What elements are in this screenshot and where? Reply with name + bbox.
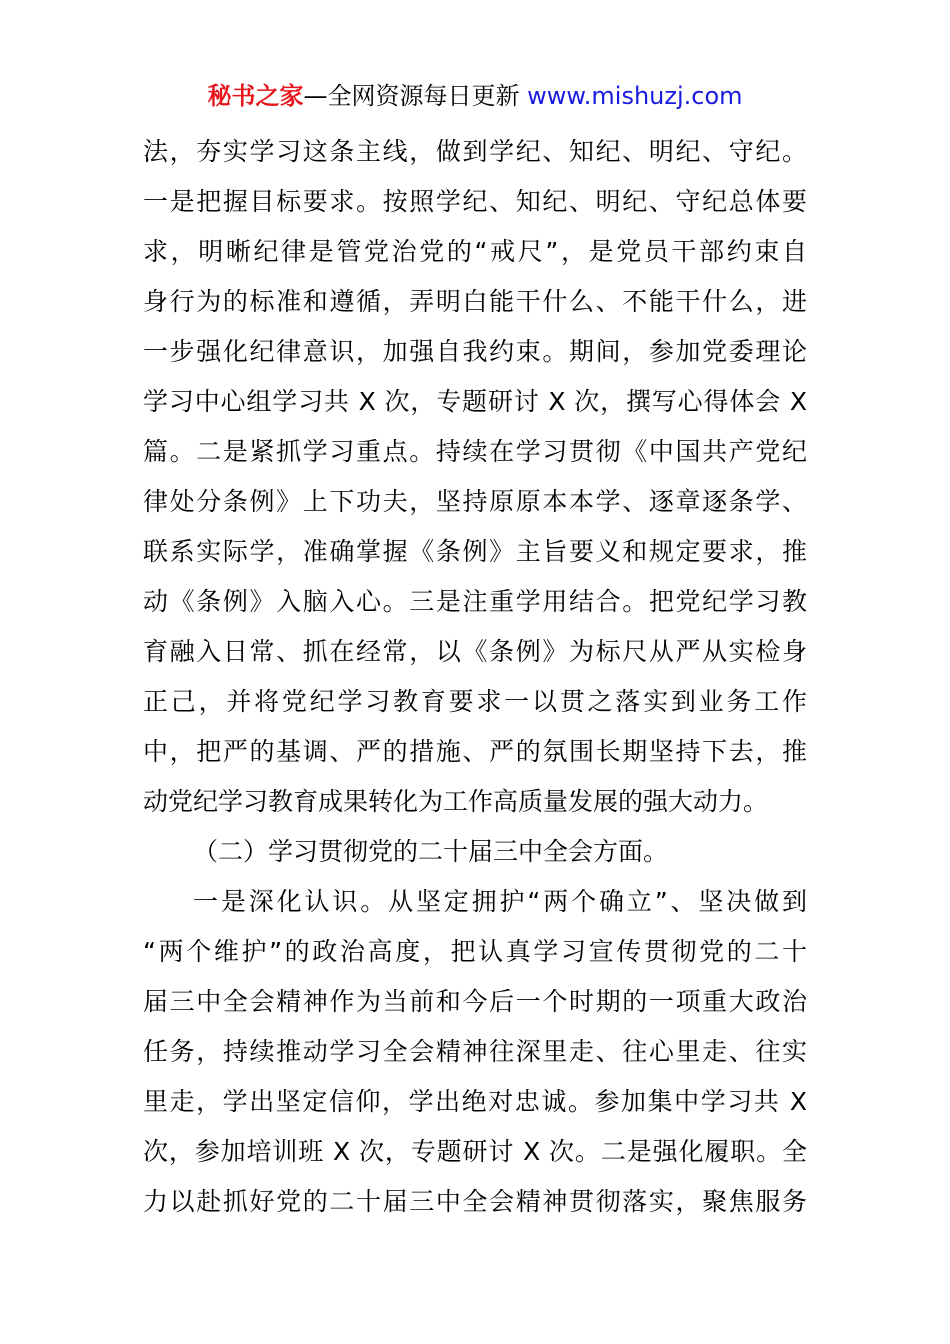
text-line: “两个维护”的政治高度，把认真学习宣传贯彻党的二十 (143, 937, 807, 966)
text-line: 中，把严的基调、严的措施、严的氛围长期坚持下去，推 (143, 737, 807, 766)
text-line: 届三中全会精神作为当前和今后一个时期的一项重大政治 (143, 987, 807, 1016)
text-line: 求，明晰纪律是管党治党的“戒尺”，是党员干部约束自 (143, 237, 807, 266)
text-line: 里走，学出坚定信仰，学出绝对忠诚。参加集中学习共 X (143, 1087, 807, 1116)
text-line: 一是深化认识。从坚定拥护“两个确立”、坚决做到 (193, 887, 807, 916)
text-line: 学习中心组学习共 X 次，专题研讨 X 次，撰写心得体会 X (143, 387, 807, 416)
text-line: 任务，持续推动学习全会精神往深里走、往心里走、往实 (143, 1037, 807, 1066)
text-line: 联系实际学，准确掌握《条例》主旨要义和规定要求，推 (143, 537, 807, 566)
text-line: 次，参加培训班 X 次，专题研讨 X 次。二是强化履职。全 (143, 1137, 807, 1166)
text-line: 法，夯实学习这条主线，做到学纪、知纪、明纪、守纪。 (143, 137, 807, 166)
text-line: 动党纪学习教育成果转化为工作高质量发展的强大动力。 (143, 787, 769, 816)
text-line: 身行为的标准和遵循，弄明白能干什么、不能干什么，进 (143, 287, 807, 316)
site-url-link[interactable]: www.mishuzj.com (527, 82, 743, 110)
section-heading: （二）学习贯彻党的二十届三中全会方面。 (193, 837, 669, 866)
text-line: 一步强化纪律意识，加强自我约束。期间，参加党委理论 (143, 337, 807, 366)
site-brand: 秘书之家 (207, 82, 304, 110)
site-tagline: —全网资源每日更新 (303, 82, 528, 110)
text-line: 育融入日常、抓在经常，以《条例》为标尺从严从实检身 (143, 637, 807, 666)
text-line: 一是把握目标要求。按照学纪、知纪、明纪、守纪总体要 (143, 187, 807, 216)
text-line: 动《条例》入脑入心。三是注重学用结合。把党纪学习教 (143, 587, 807, 616)
text-line: 篇。二是紧抓学习重点。持续在学习贯彻《中国共产党纪 (143, 437, 807, 466)
text-line: 正己，并将党纪学习教育要求一以贯之落实到业务工作 (143, 687, 807, 716)
document-body (143, 127, 807, 1227)
text-line: 律处分条例》上下功夫，坚持原原本本学、逐章逐条学、 (143, 487, 807, 516)
text-line: 力以赴抓好党的二十届三中全会精神贯彻落实，聚焦服务 (143, 1187, 807, 1216)
site-header (0, 78, 950, 114)
